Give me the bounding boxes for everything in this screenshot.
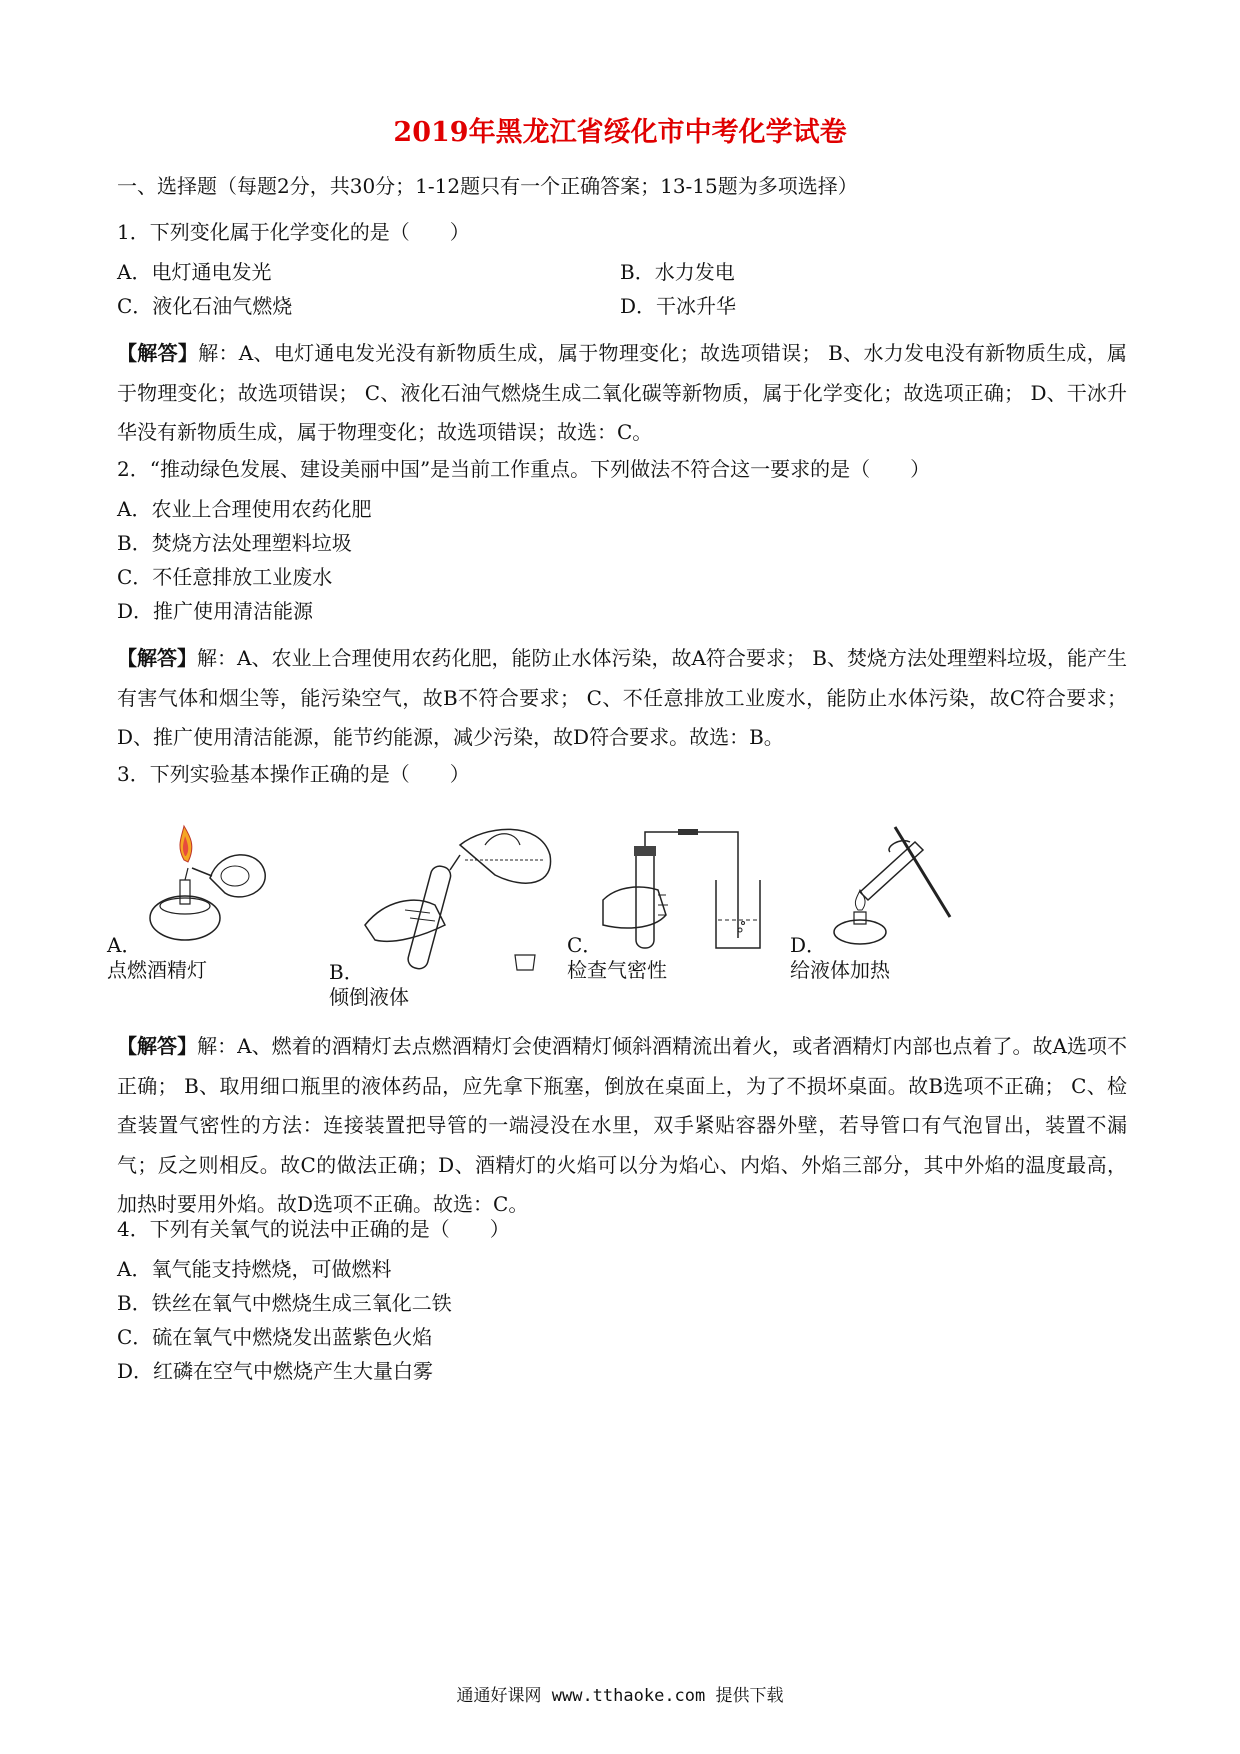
figure-a-lighting-lamp <box>140 818 280 953</box>
figure-d-caption: 给液体加热 <box>790 958 890 982</box>
page-footer: 通通好课网 www.tthaoke.com 提供下载 <box>456 1686 784 1706</box>
section-heading: 一、选择题（每题2分，共30分；1-12题只有一个正确答案；13-15题为多项选择） <box>117 174 858 198</box>
q2-answer <box>117 639 1127 758</box>
q4-option-d: D．红磷在空气中燃烧产生大量白雾 <box>117 1359 434 1383</box>
q3-answer <box>117 1027 1127 1225</box>
q2-option-a: A．农业上合理使用农药化肥 <box>117 497 372 521</box>
figure-a-letter: A． <box>107 933 142 957</box>
figure-c-airtightness-check <box>598 830 778 955</box>
q1-answer-label: 【解答】 <box>117 341 199 365</box>
figure-c-caption: 检查气密性 <box>567 958 667 982</box>
figure-b-caption: 倾倒液体 <box>329 985 409 1009</box>
q1-option-b: B．水力发电 <box>620 260 735 284</box>
question-1-stem: 1．下列变化属于化学变化的是（ ） <box>117 220 470 244</box>
figure-d-heating-liquid <box>820 822 960 952</box>
q1-answer <box>117 334 1127 453</box>
q3-answer-text: 解：A、燃着的酒精灯去点燃酒精灯会使酒精灯倾斜酒精流出着火，或者酒精灯内部也点着了。故A选项不正确； B、取用细口瓶里的液体药品，应先拿下瓶塞，倒放在桌面上，为了不损坏桌面。故B选项不正确； C、检查装置气密性的方法：连接装置把导管的一端浸没在水里，双手紧贴容器外壁，若导管口有气泡冒出，装置不漏气；反之则相反。故C的做法正确；D、酒精灯的火焰可以分为焰心、内焰、外焰三部分，其中外焰的温度最高，加热时要用外焰。故D选项不正确。故选：C。 <box>117 1034 1128 1216</box>
page-title: 2019年黑龙江省绥化市中考化学试卷 <box>393 117 847 148</box>
figure-b-pouring-liquid <box>365 815 565 980</box>
q2-option-c: C．不任意排放工业废水 <box>117 565 333 589</box>
q2-answer-label: 【解答】 <box>117 646 198 670</box>
q1-option-d: D．干冰升华 <box>620 294 737 318</box>
q2-option-d: D．推广使用清洁能源 <box>117 599 314 623</box>
q1-option-c: C．液化石油气燃烧 <box>117 294 293 318</box>
figure-c-letter: C． <box>567 933 603 957</box>
q3-answer-label: 【解答】 <box>117 1034 198 1058</box>
figure-b-letter: B． <box>329 960 364 984</box>
figure-d-letter: D． <box>790 933 827 957</box>
figure-a-caption: 点燃酒精灯 <box>107 958 207 982</box>
q2-answer-text: 解：A、农业上合理使用农药化肥，能防止水体污染，故A符合要求； B、焚烧方法处理塑料垃圾，能产生有害气体和烟尘等，能污染空气，故B不符合要求； C、不任意排放工业废水，能防止水体污染，故C符合要求； D、推广使用清洁能源，能节约能源，减少污染，故D符合要求。故选：B。 <box>117 646 1127 749</box>
q2-option-b: B．焚烧方法处理塑料垃圾 <box>117 531 352 555</box>
question-2-stem: 2．“推动绿色发展、建设美丽中国”是当前工作重点。下列做法不符合这一要求的是（ ） <box>117 457 931 481</box>
q1-answer-text: 解：A、电灯通电发光没有新物质生成，属于物理变化；故选项错误； B、水力发电没有新物质生成，属于物理变化；故选项错误； C、液化石油气燃烧生成二氧化碳等新物质，属于化学变化；故选项正确； D、干冰升华没有新物质生成，属于物理变化；故选项错误；故选：C。 <box>117 341 1128 444</box>
question-3-stem: 3．下列实验基本操作正确的是（ ） <box>117 762 470 786</box>
q4-option-b: B．铁丝在氧气中燃烧生成三氧化二铁 <box>117 1291 452 1315</box>
q4-option-c: C．硫在氧气中燃烧发出蓝紫色火焰 <box>117 1325 433 1349</box>
q1-option-a: A．电灯通电发光 <box>117 260 272 284</box>
q4-option-a: A．氧气能支持燃烧，可做燃料 <box>117 1257 392 1281</box>
question-4-stem: 4．下列有关氧气的说法中正确的是（ ） <box>117 1217 510 1241</box>
